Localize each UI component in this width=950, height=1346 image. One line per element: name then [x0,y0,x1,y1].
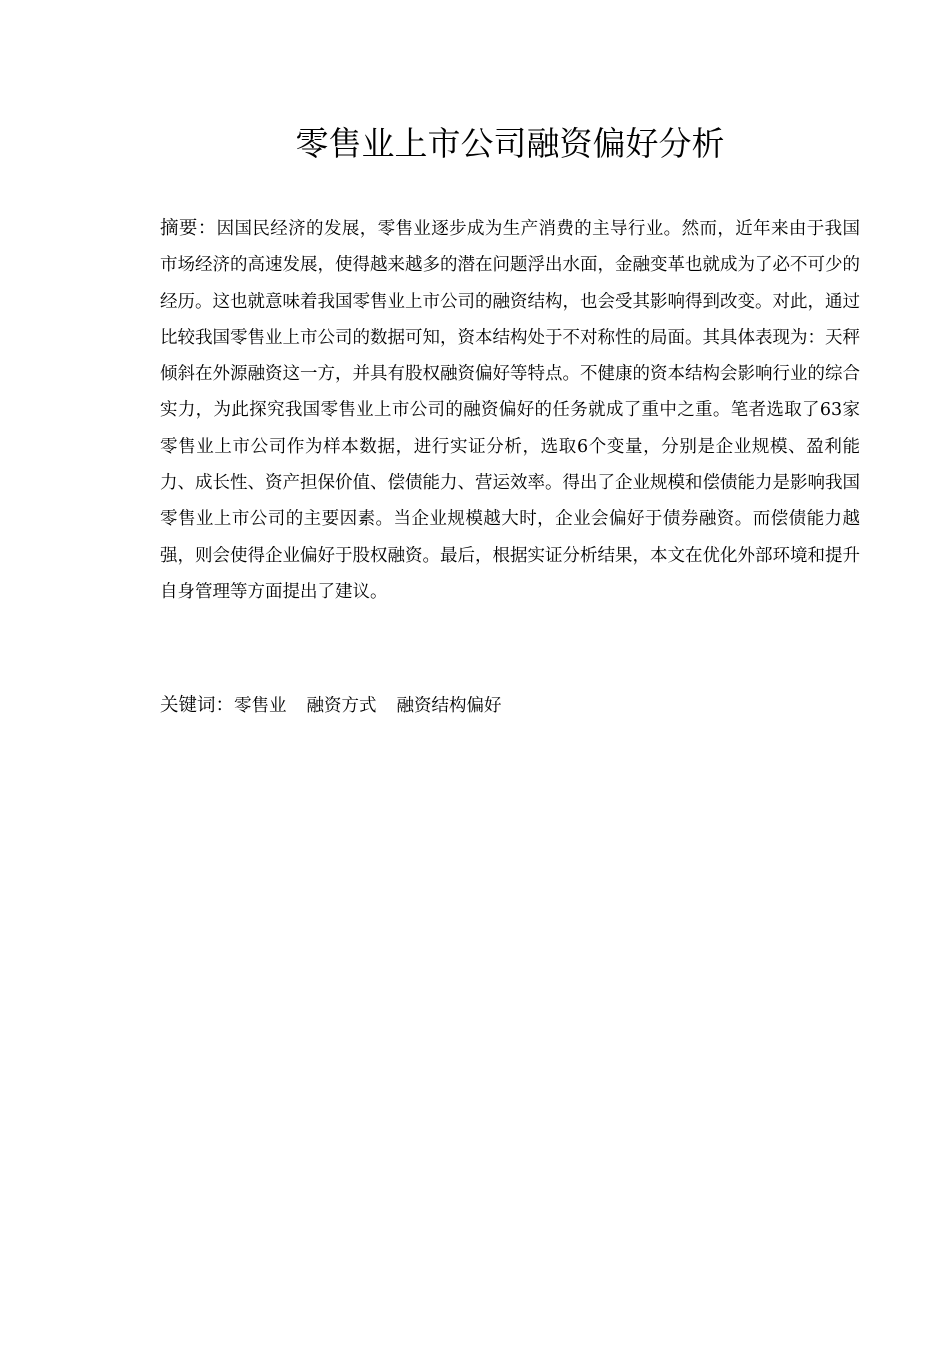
document-title: 零售业上市公司融资偏好分析 [295,124,725,163]
keyword-item: 零售业 [234,696,287,716]
keyword-item: 融资结构偏好 [396,696,502,716]
abstract-paragraph [160,211,860,610]
keywords-line [160,688,860,724]
keyword-item: 融资方式 [306,696,377,716]
abstract-label: 摘要： [160,218,217,239]
abstract-text: 因国民经济的发展，零售业逐步成为生产消费的主导行业。然而，近年来由于我国市场经济的高速发展，使得越来越多的潜在问题浮出水面，金融变革也就成为了必不可少的经历。这也就意味着我国零售业上市公司的融资结构，也会受其影响得到改变。对此，通过比较我国零售业上市公司的数据可知，资本结构处于不对称性的局面。其具体表现为：天秤倾斜在外源融资这一方，并具有股权融资偏好等特点。不健康的资本结构会影响行业的综合实力，为此探究我国零售业上市公司的融资偏好的任务就成了重中之重。笔者选取了63家零售业上市公司作为样本数据，进行实证分析，选取6个变量，分别是企业规模、盈利能力、成长性、资产担保价值、偿债能力、营运效率。得出了企业规模和偿债能力是影响我国零售业上市公司的主要因素。当企业规模越大时，企业会偏好于债券融资。而偿债能力越强，则会使得企业偏好于股权融资。最后，根据实证分析结果，本文在优化外部环境和提升自身管理等方面提出了建议。 [160,219,860,602]
keywords-label: 关键词： [160,695,235,716]
